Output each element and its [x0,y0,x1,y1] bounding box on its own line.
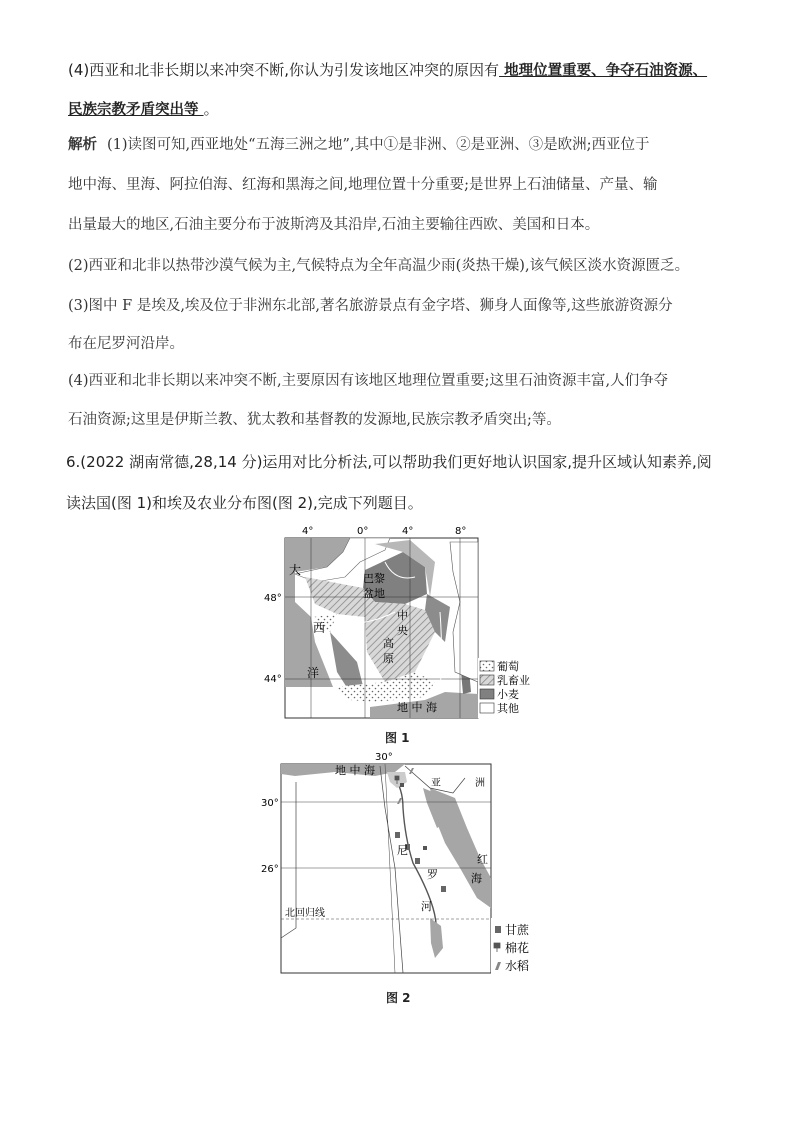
fig1-lon-8e: 8° [455,526,467,537]
explanation-line-6: 布在尼罗河沿岸。 [68,336,184,352]
figure-2-map-frame [281,764,491,973]
fig2-label-he: 河 [421,900,432,913]
question-4-period: 。 [203,100,219,118]
fig1-label-yuan: 原 [383,652,394,665]
explanation-line-2: 地中海、里海、阿拉伯海、红海和黑海之间,地理位置十分重要;是世界上石油储量、产量、输 [68,177,658,193]
explanation-text-1: (1)读图可知,西亚地处“五海三洲之地”,其中①是非洲、②是亚洲、③是欧洲;西亚位于 [107,137,650,153]
question-6-line-2: 读法国(图 1)和埃及农业分布图(图 2),完成下列题目。 [66,494,423,512]
fig2-label-hong: 红 [477,853,488,866]
question-4-line-1 [68,60,707,81]
fig1-label-yang2: 央 [397,624,408,637]
explanation-line-5: (3)图中 F 是埃及,埃及位于非洲东北部,著名旅游景点有金字塔、狮身人面像等,这些旅游资源分 [68,298,673,314]
fig2-label-hai: 海 [471,872,482,885]
fig1-lon-4w: 4° [302,526,314,537]
fig2-legend-cotton: 棉花 [505,941,530,955]
explanation-line-7: (4)西亚和北非长期以来冲突不断,主要原因有该地区地理位置重要;这里石油资源丰富,人们争夺 [68,373,669,389]
fig2-legend [491,918,545,980]
fig2-label-ya: 亚 [431,778,441,789]
question-4-line-2 [68,99,219,120]
question-4-text: (4)西亚和北非长期以来冲突不断,你认为引发该地区冲突的原因有 [68,61,500,79]
question-4-answer-2: 民族宗教矛盾突出等 [68,102,204,118]
explanation-line-3: 出量最大的地区,石油主要分布于波斯湾及其沿岸,石油主要输往西欧、美国和日本。 [68,217,600,233]
fig2-lat-26: 26° [261,864,279,875]
fig1-label-da: 大 [289,563,302,577]
fig1-lat-44: 44° [264,674,282,685]
sugarcane-icon [495,926,501,933]
cotton-icon [423,846,427,850]
fig2-legend-sugarcane: 甘蔗 [505,923,530,937]
fig1-lon-0: 0° [357,526,369,537]
figure-2-egypt-map [255,748,545,983]
fig1-legend [478,658,535,718]
fig2-label-tropic: 北回归线 [285,908,325,919]
figure-1-caption: 图 1 [385,731,410,745]
figure-2-caption: 图 2 [386,991,411,1005]
explanation-label: 解析 [68,137,97,153]
question-4-answer-1: 地理位置重要、争夺石油资源、 [499,63,708,79]
figure-1-france-map [264,522,535,722]
explanation-line-8: 石油资源;这里是伊斯兰教、犹太教和基督教的发源地,民族宗教矛盾突出;等。 [68,412,561,428]
fig1-label-xi: 西 [313,621,326,635]
fig1-label-zhong: 中 [397,609,408,622]
fig1-lat-48: 48° [264,593,282,604]
fig2-label-ni: 尼 [397,844,408,857]
fig1-legend-wheat: 小麦 [497,688,519,701]
cotton-icon [400,783,404,787]
fig2-lat-30: 30° [261,798,279,809]
explanation-line-4: (2)西亚和北非以热带沙漠气候为主,气候特点为全年高温少雨(炎热干燥),该气候区淡水资源匮乏。 [68,258,690,274]
fig1-label-bali: 巴黎 [363,572,385,585]
fig1-label-sea: 地 中 海 [397,701,437,714]
fig2-label-sea: 地 中 海 [335,764,375,777]
fig1-lon-4e: 4° [402,526,414,537]
explanation-line-1 [68,135,649,155]
fig2-lon-30: 30° [375,752,393,763]
question-6-line-1: 6.(2022 湖南常德,28,14 分)运用对比分析法,可以帮助我们更好地认识国家,提升区域认知素养,阅 [66,453,712,471]
sugarcane-icon [395,832,400,838]
fig1-label-yang: 洋 [307,666,320,680]
fig2-label-luo: 罗 [427,868,438,881]
sugarcane-icon [415,858,420,864]
fig2-label-zhou: 洲 [475,778,485,789]
fig1-label-pendi: 盆地 [363,587,385,600]
fig1-label-gao: 高 [383,637,394,650]
fig2-legend-rice: 水稻 [505,959,530,973]
sugarcane-icon [441,886,446,892]
fig1-legend-grape: 葡萄 [497,660,519,673]
fig1-legend-other: 其他 [497,702,519,715]
fig1-legend-dairy: 乳畜业 [497,674,530,687]
